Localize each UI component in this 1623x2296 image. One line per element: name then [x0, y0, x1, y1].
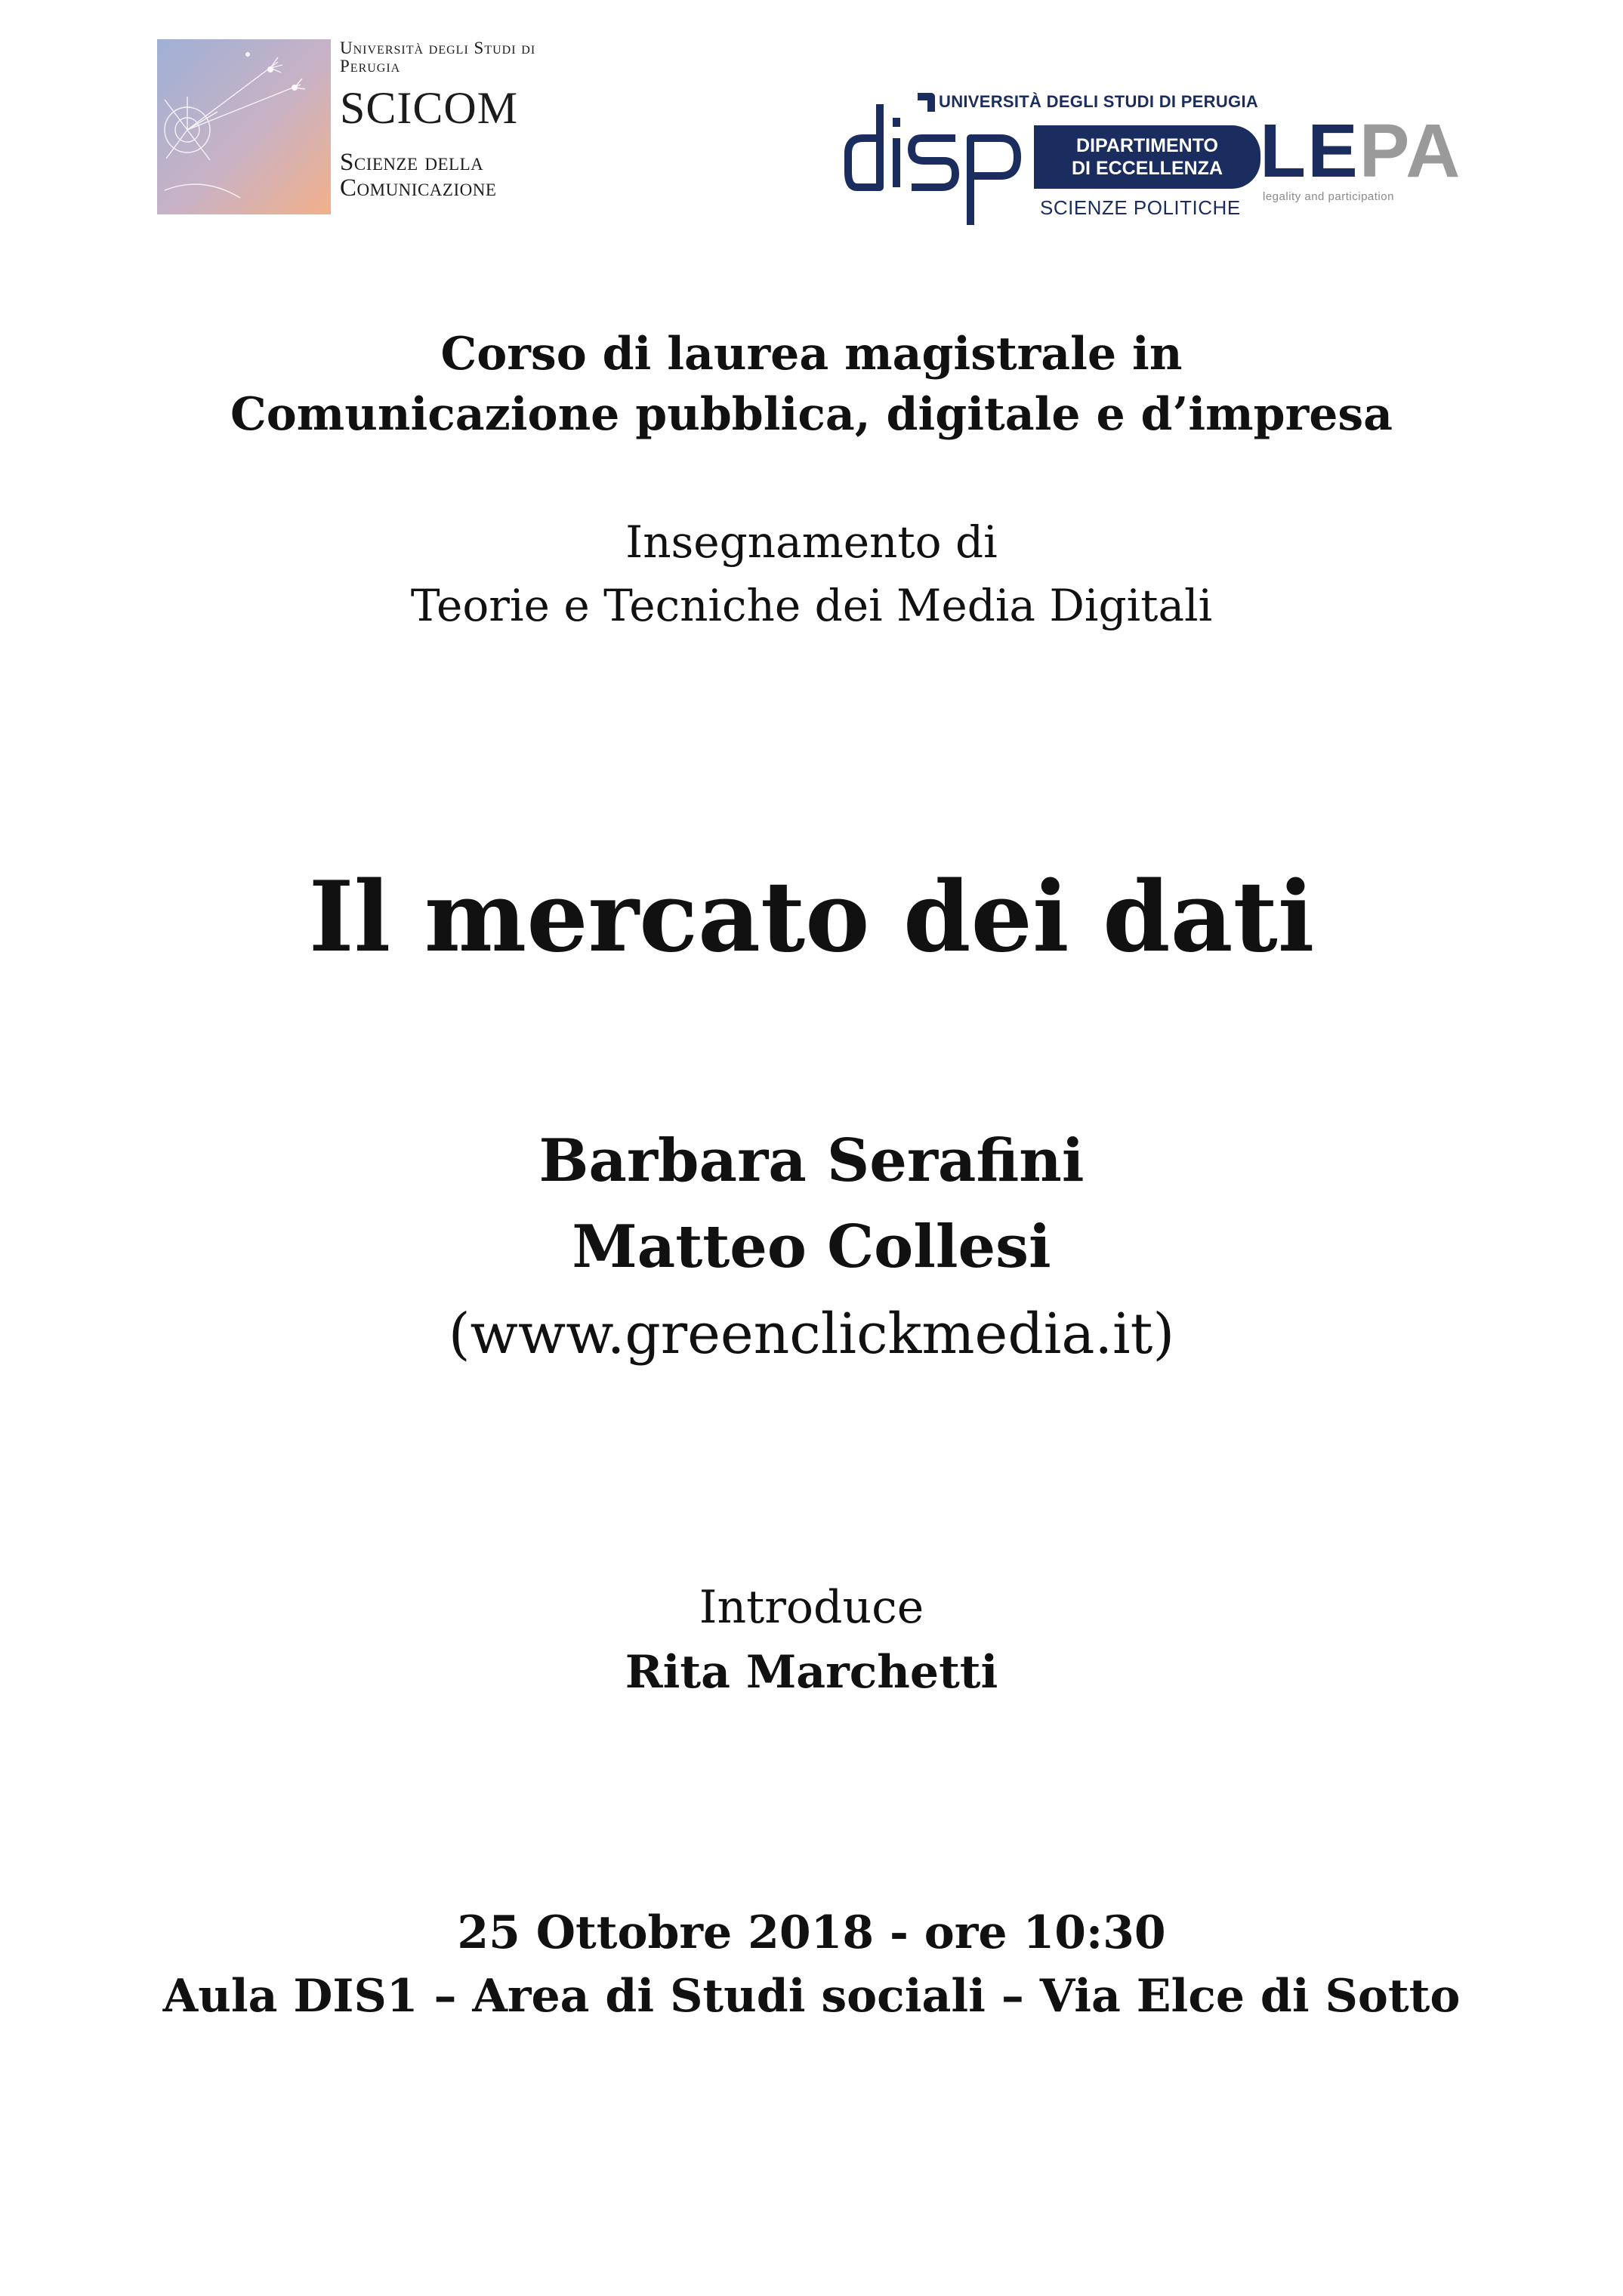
intro-label: Introduce [699, 1581, 924, 1634]
scicom-university-name: Università degli Studi di Perugia [340, 39, 536, 76]
intro-name: Rita Marchetti [625, 1646, 998, 1699]
disp-excellence-badge [1034, 125, 1260, 189]
event-title: Il mercato dei dati [308, 861, 1315, 974]
disp-university-name: UNIVERSITÀ DEGLI STUDI DI PERUGIA [939, 92, 1259, 111]
scicom-title: SCICOM [340, 83, 519, 133]
disp-logo [842, 82, 1265, 233]
lepa-wordmark [1260, 109, 1462, 193]
scicom-logo [157, 39, 580, 220]
course-title-line1: Corso di laurea magistrale in [440, 328, 1183, 381]
lepa-logo [1260, 109, 1462, 211]
disp-badge-line1: DIPARTIMENTO [1076, 135, 1218, 156]
speaker-name: Barbara Serafini [538, 1126, 1085, 1195]
dandelion-logo-image [157, 39, 331, 214]
scicom-subtitle: Scienze della Comunicazione [340, 149, 497, 202]
event-location: Aula DIS1 – Area di Studi sociali – Via Elce di Sotto [162, 1970, 1461, 2023]
teaching-name: Teorie e Tecniche dei Media Digitali [410, 580, 1213, 631]
disp-badge-line2: DI ECCELLENZA [1072, 158, 1223, 179]
speaker-website: (www.greenclickmedia.it) [448, 1302, 1175, 1367]
event-date-time: 25 Ottobre 2018 - ore 10:30 [457, 1906, 1166, 1959]
course-title-line2: Comunicazione pubblica, digitale e d’impresa [230, 388, 1393, 441]
disp-department-name: SCIENZE POLITICHE [1040, 196, 1241, 219]
speaker-name: Matteo Collesi [572, 1213, 1051, 1281]
teaching-label: Insegnamento di [625, 516, 998, 568]
lepa-wordmark-part1: LE [1260, 109, 1359, 193]
lepa-tagline: legality and participation [1263, 190, 1394, 203]
lepa-wordmark-part2: PA [1359, 109, 1462, 193]
